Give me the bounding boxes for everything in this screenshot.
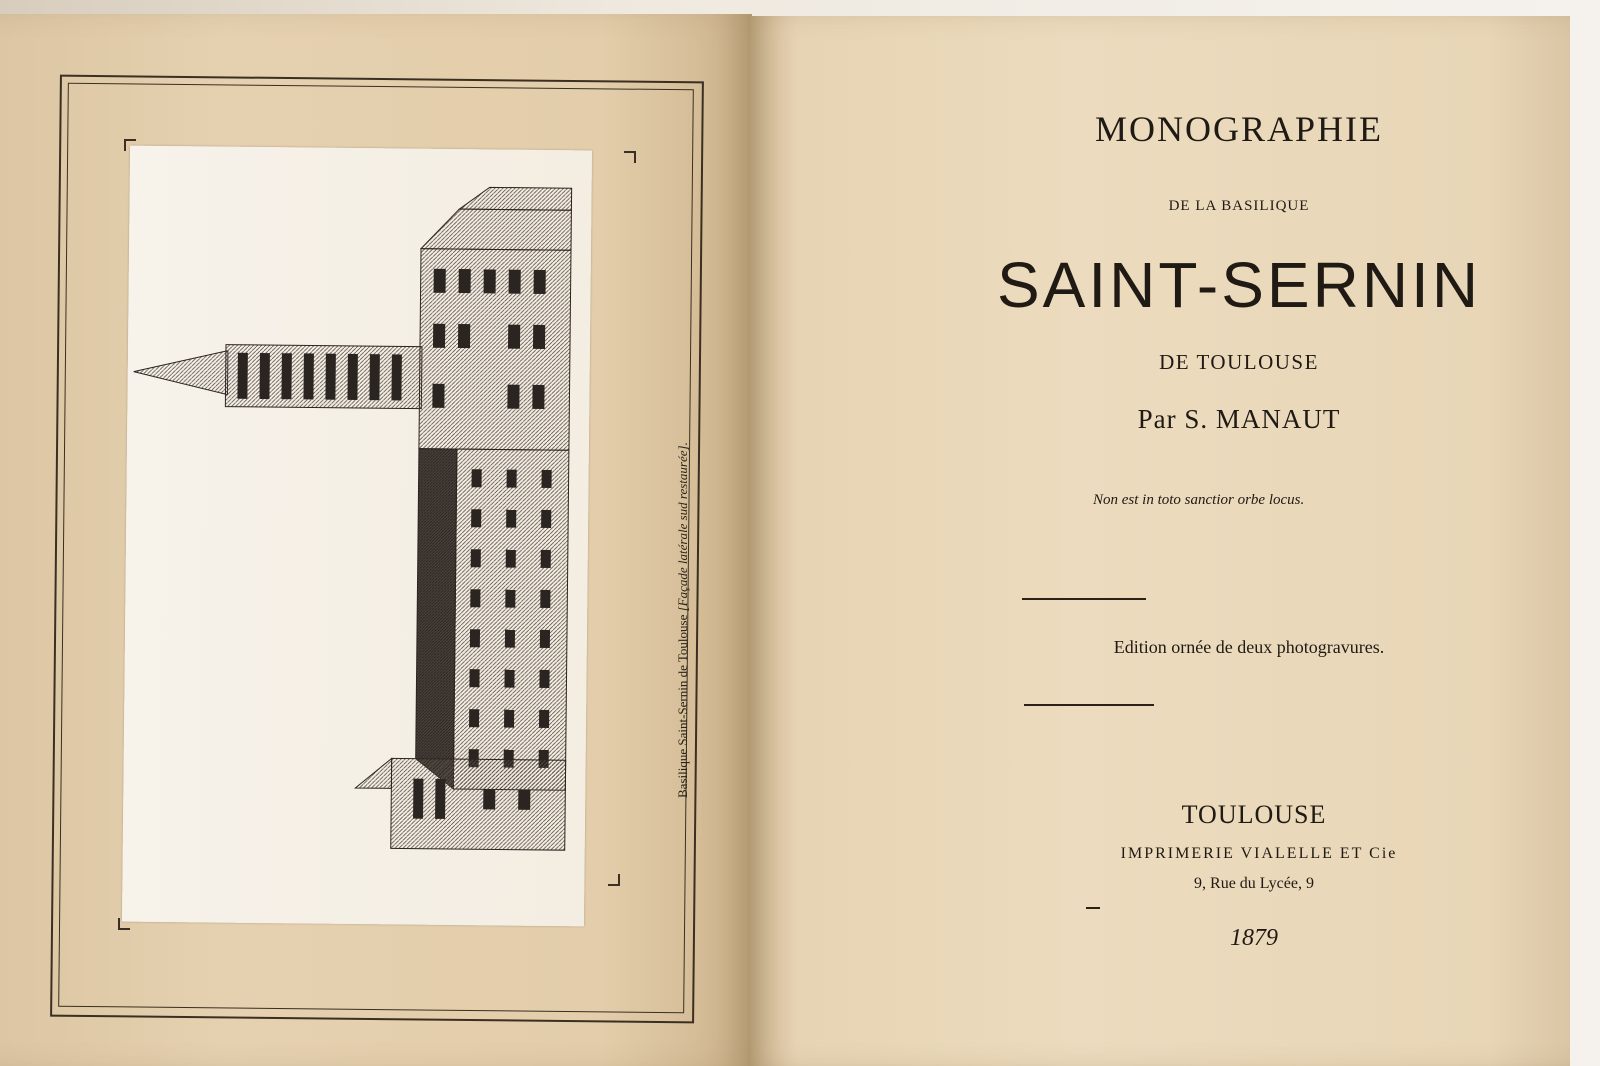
heading-de-toulouse: DE TOULOUSE — [1159, 350, 1319, 374]
epigraph: Non est in toto sanctior orbe locus. — [1093, 492, 1305, 508]
right-page — [748, 16, 1570, 1066]
plate-caption — [675, 268, 695, 798]
heading-monographie: MONOGRAPHIE — [1094, 109, 1383, 149]
photogravure-plate — [122, 146, 592, 927]
corner-mark — [608, 874, 620, 886]
divider-rule — [1024, 704, 1154, 706]
printer-address: 9, Rue du Lycée, 9 — [1194, 875, 1314, 892]
heading-de-la-basilique: DE LA BASILIQUE — [1168, 198, 1310, 214]
printer-name: IMPRIMERIE VIALELLE ET Cie — [1120, 845, 1398, 862]
divider-rule — [1022, 598, 1146, 600]
publication-year: 1879 — [1230, 925, 1278, 951]
caption-note: [Façade latérale sud restaurée]. — [675, 442, 690, 612]
edition-note: Edition ornée de deux photogravures. — [1113, 637, 1385, 657]
basilica-engraving — [122, 146, 592, 927]
publisher-city: TOULOUSE — [1181, 800, 1327, 829]
caption-title: Basilique Saint-Sernin de Toulouse — [675, 614, 690, 798]
small-dash — [1086, 907, 1100, 909]
author-line: Par S. MANAUT — [1137, 404, 1341, 434]
corner-mark — [624, 151, 636, 163]
book-title: SAINT-SERNIN — [996, 249, 1482, 321]
